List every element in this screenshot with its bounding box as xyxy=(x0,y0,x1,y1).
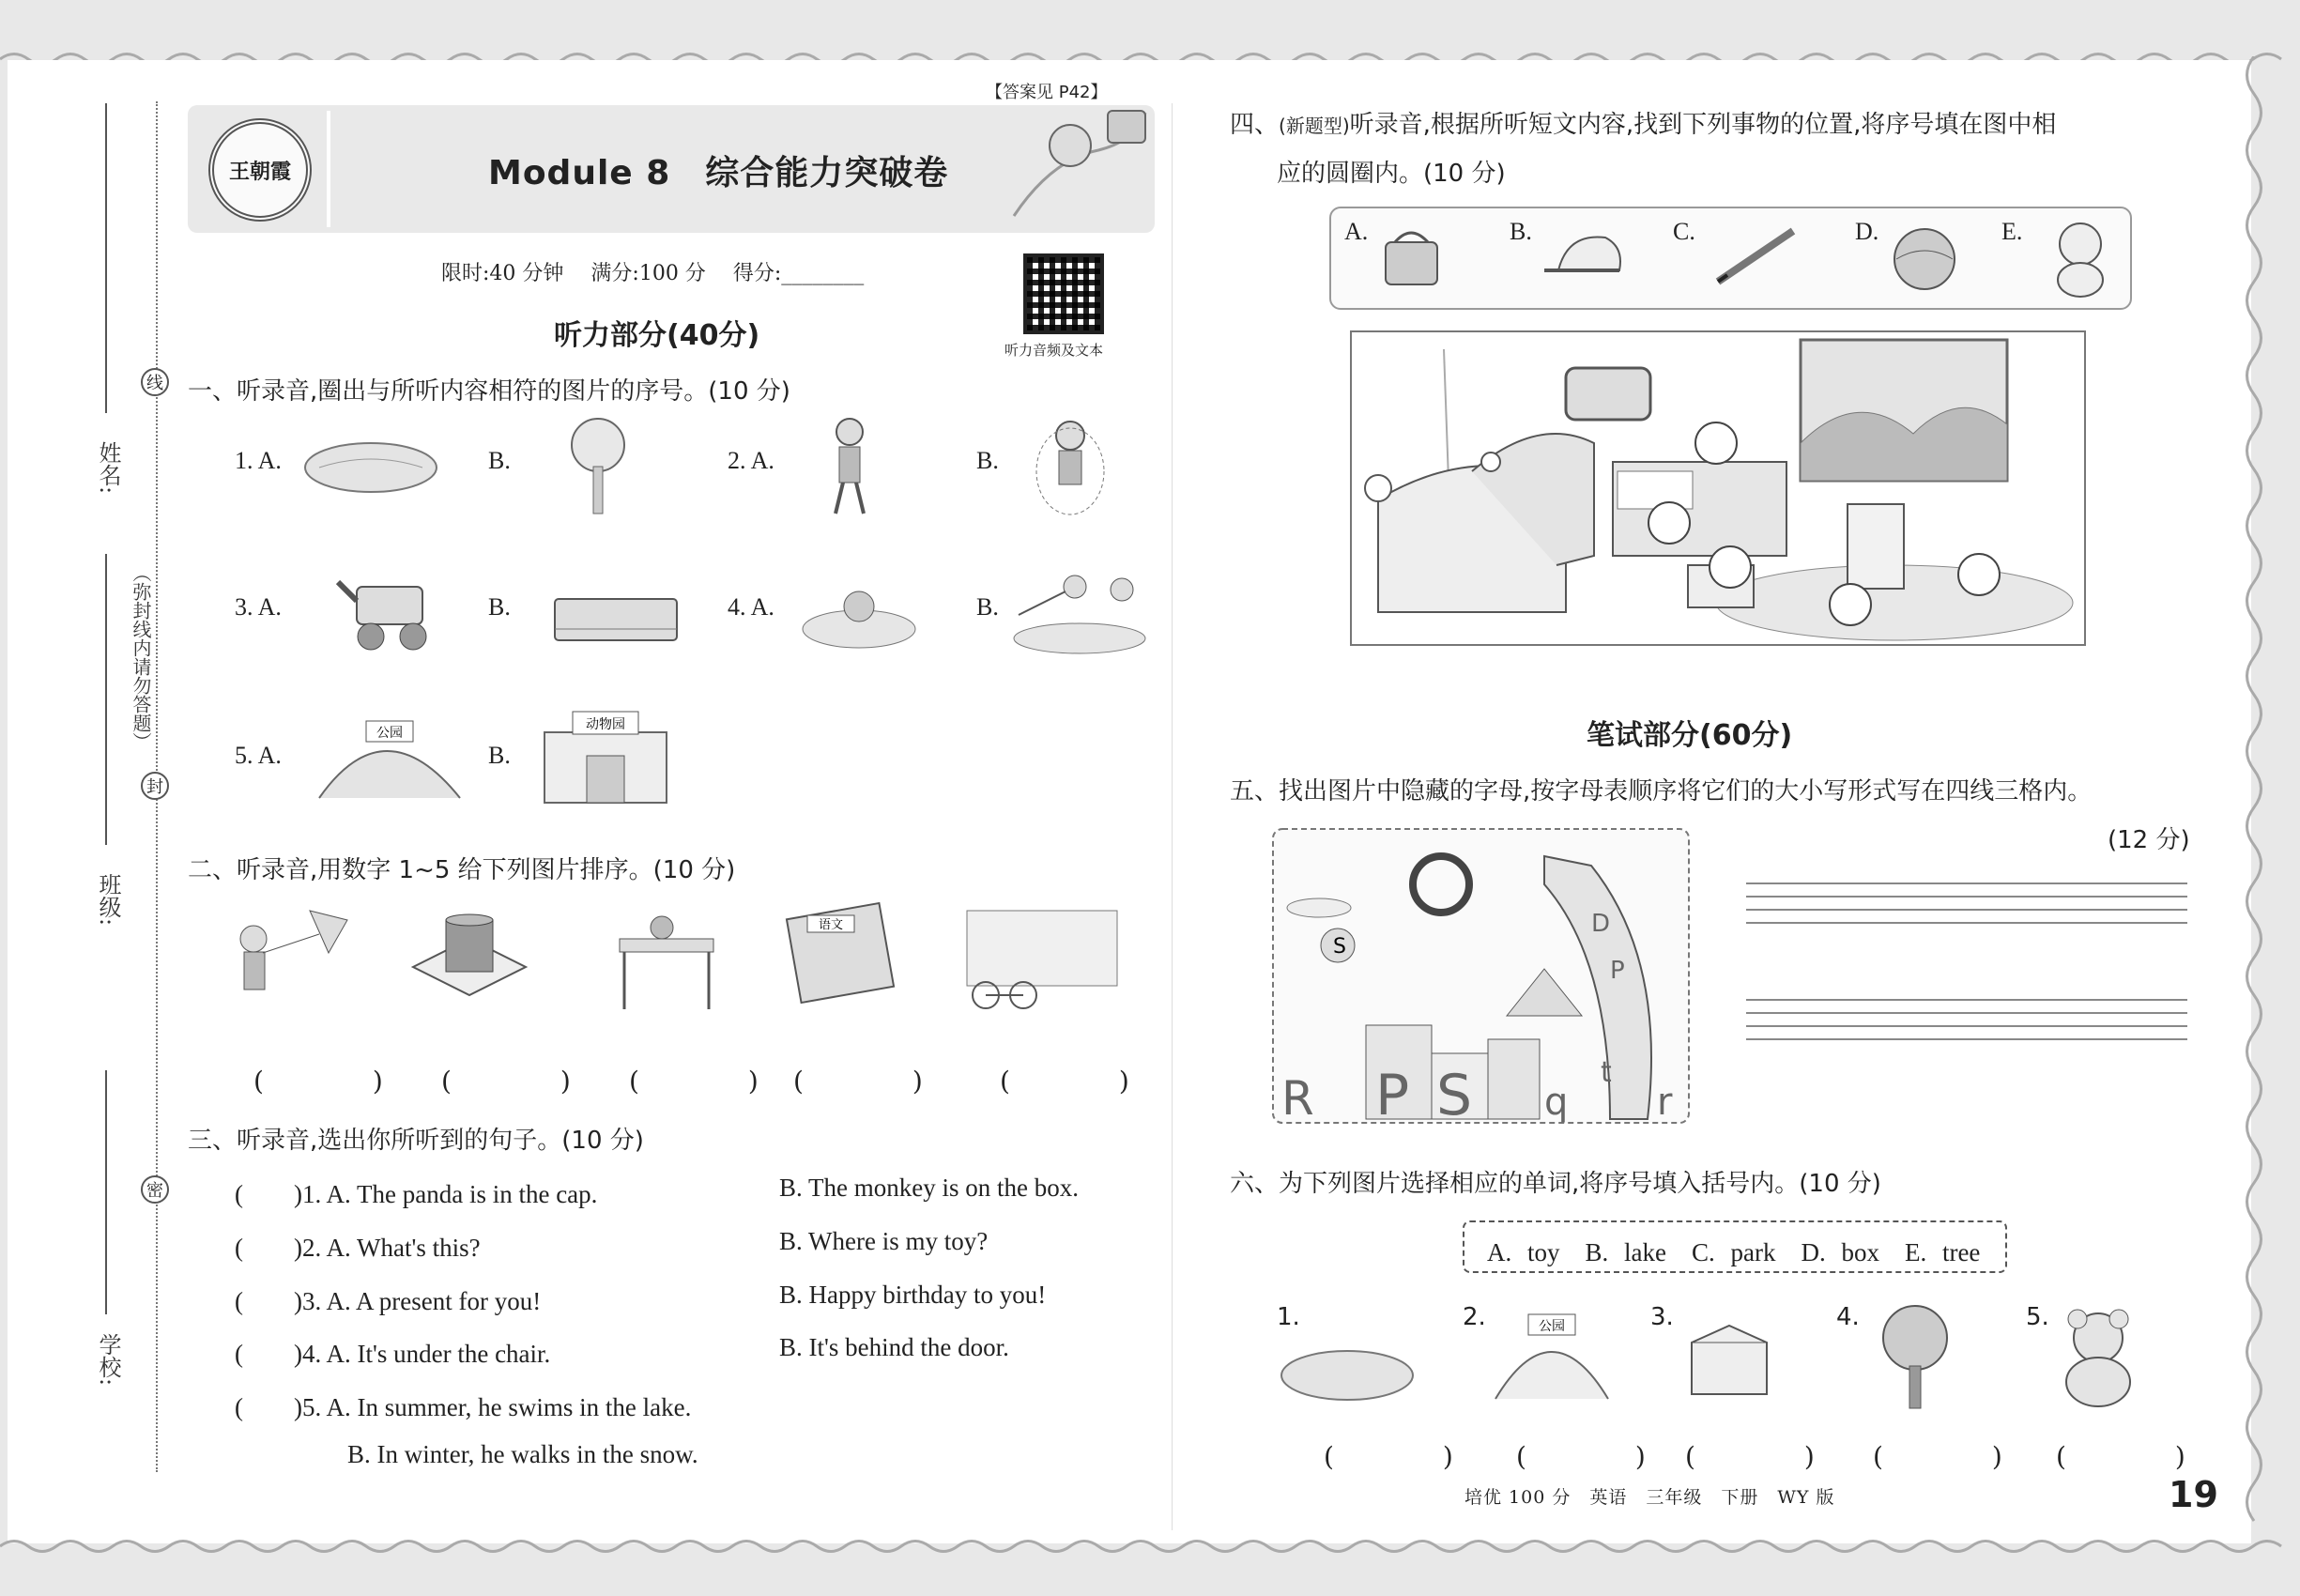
toy-dog-icon[interactable] xyxy=(2043,216,2118,300)
q6-answer-5[interactable]: ( ) xyxy=(2056,1441,2227,1472)
q6-answer-4[interactable]: ( ) xyxy=(1873,1441,2044,1472)
q2-answer-3[interactable]: ( ) xyxy=(629,1066,800,1097)
q4-option-c-label: C. xyxy=(1673,218,1695,245)
q4-option-a-label: A. xyxy=(1344,218,1369,245)
answer-circle-5 xyxy=(1958,554,2000,595)
class-label: 班级: xyxy=(95,873,121,927)
svg-text:公园: 公园 xyxy=(1539,1319,1565,1334)
q1-3-a-label: 3. A. xyxy=(235,593,282,621)
q1-1-b-label: B. xyxy=(488,447,511,474)
four-line-grid-1[interactable] xyxy=(1746,871,2187,924)
lake-icon[interactable] xyxy=(300,432,441,498)
q2-heading: 二、听录音,用数字 1~5 给下列图片排序。(10 分) xyxy=(188,856,736,884)
score-field: 得分:________ xyxy=(732,262,865,285)
answer-circle-2 xyxy=(1648,502,1690,544)
ball-icon[interactable] xyxy=(1887,223,1962,299)
svg-text:t: t xyxy=(1601,1056,1612,1089)
q2-answer-4[interactable]: ( ) xyxy=(793,1066,964,1097)
q1-2-b-label: B. xyxy=(976,447,999,474)
q6-answer-1[interactable]: ( ) xyxy=(1324,1441,1495,1472)
seal-mark-secret: 密 xyxy=(141,1175,169,1204)
q1-4-a-label: 4. A. xyxy=(728,593,774,621)
answer-circle-1 xyxy=(1695,422,1737,464)
seal-mark-seal: 封 xyxy=(141,772,169,800)
q6-tree-icon xyxy=(1868,1300,1962,1413)
q3-item-5-b: B. In winter, he walks in the snow. xyxy=(347,1440,698,1468)
tree-icon[interactable] xyxy=(565,415,631,518)
q3-item-4-a[interactable]: ( )4. A. It's under the chair. xyxy=(235,1340,551,1368)
answer-circle-4 xyxy=(1830,584,1871,625)
svg-text:D: D xyxy=(1591,910,1611,938)
zoo-gate-icon[interactable] xyxy=(516,704,695,807)
wavy-border-right xyxy=(2240,56,2268,1549)
q3-item-3-b: B. Happy birthday to you! xyxy=(779,1281,1047,1309)
q6-item-1-label: 1. xyxy=(1277,1303,1300,1331)
pencil-icon[interactable] xyxy=(1709,223,1802,289)
svg-text:公园: 公园 xyxy=(376,726,403,741)
q2-answer-1[interactable]: ( ) xyxy=(253,1066,424,1097)
q5-heading: 五、找出图片中隐藏的字母,按字母表顺序将它们的大小写形式写在四线三格内。 xyxy=(1230,777,2093,806)
q1-5-a-label: 5. A. xyxy=(235,742,282,769)
q6-box-icon xyxy=(1682,1314,1776,1408)
hidden-letters-picture xyxy=(1272,828,1690,1124)
svg-text:S: S xyxy=(1333,935,1346,959)
exam-meta: 限时:40 分钟 满分:100 分 得分:________ xyxy=(441,262,865,285)
q4-heading-line2: 应的圆圈内。(10 分) xyxy=(1277,160,1506,188)
q6-answer-2[interactable]: ( ) xyxy=(1516,1441,1687,1472)
seal-mark-line: 线 xyxy=(141,368,169,396)
q1-3-b-label: B. xyxy=(488,593,511,621)
banner-divider xyxy=(327,111,330,227)
svg-text:语文: 语文 xyxy=(818,918,844,932)
q2-answer-2[interactable]: ( ) xyxy=(441,1066,612,1097)
page-title: Module 8 综合能力突破卷 xyxy=(488,154,949,192)
q3-item-1-b: B. The monkey is on the box. xyxy=(779,1174,1079,1202)
q6-word-bank: A. toy B. lake C. park D. box E. tree xyxy=(1463,1220,2007,1273)
swimming-icon[interactable] xyxy=(798,563,920,657)
schoolbag-icon[interactable] xyxy=(1376,223,1451,289)
svg-text:R: R xyxy=(1281,1071,1314,1124)
hat-in-box-icon[interactable] xyxy=(404,901,535,1014)
q6-heading: 六、为下列图片选择相应的单词,将序号填入括号内。(10 分) xyxy=(1230,1170,1881,1198)
wavy-border-bottom xyxy=(0,1536,2300,1557)
q5-score: (12 分) xyxy=(2108,826,2190,854)
svg-text:P: P xyxy=(1610,957,1625,985)
qr-code[interactable] xyxy=(1023,253,1104,334)
class-underline[interactable] xyxy=(105,554,107,845)
q4-option-b-label: B. xyxy=(1510,218,1532,245)
listening-section-title: 听力部分(40分) xyxy=(554,319,760,352)
q6-item-3-label: 3. xyxy=(1650,1303,1674,1331)
toy-truck-icon[interactable] xyxy=(329,563,441,657)
q3-item-5-a[interactable]: ( )5. A. In summer, he swims in the lake. xyxy=(235,1393,692,1421)
room-with-bike-icon[interactable] xyxy=(948,901,1136,1014)
seal-note: （弥封线内请勿答题） xyxy=(130,563,152,751)
answer-circle-3 xyxy=(1710,546,1751,588)
qr-caption: 听力音频及文本 xyxy=(1004,342,1104,359)
four-line-grid-2[interactable] xyxy=(1746,988,2187,1040)
q3-item-3-a[interactable]: ( )3. A. A present for you! xyxy=(235,1287,542,1315)
writing-section-title: 笔试部分(60分) xyxy=(1587,719,1793,752)
q1-5-b-label: B. xyxy=(488,742,511,769)
book-with-bird-icon[interactable] xyxy=(779,901,911,1014)
q1-4-b-label: B. xyxy=(976,593,999,621)
brand-logo: 王朝霞 xyxy=(208,118,312,222)
q6-item-2-label: 2. xyxy=(1463,1303,1486,1331)
q6-item-5-label: 5. xyxy=(2026,1303,2049,1331)
q4-option-e-label: E. xyxy=(2001,218,2023,245)
q6-teddy-bear-icon xyxy=(2047,1305,2150,1408)
q3-item-2-a[interactable]: ( )2. A. What's this? xyxy=(235,1234,481,1262)
answer-reference: 【答案见 P42】 xyxy=(986,83,1108,102)
svg-text:动物园: 动物园 xyxy=(586,717,625,732)
q3-item-1-a[interactable]: ( )1. A. The panda is in the cap. xyxy=(235,1180,598,1208)
bedroom-scene xyxy=(1350,330,2086,646)
q3-item-4-b: B. It's behind the door. xyxy=(779,1333,1009,1361)
column-divider xyxy=(1172,103,1173,1530)
q3-item-2-b: B. Where is my toy? xyxy=(779,1227,989,1255)
q6-item-4-label: 4. xyxy=(1836,1303,1860,1331)
q3-heading: 三、听录音,选出你所听到的句子。(10 分) xyxy=(188,1127,644,1155)
q1-2-a-label: 2. A. xyxy=(728,447,774,474)
name-underline[interactable] xyxy=(105,103,107,413)
book-icon[interactable] xyxy=(550,591,682,648)
svg-text:S: S xyxy=(1436,1063,1473,1124)
kite-boy-icon[interactable] xyxy=(225,901,357,1014)
q6-lake-icon xyxy=(1277,1324,1418,1408)
svg-text:q: q xyxy=(1544,1081,1569,1124)
q2-answer-5[interactable]: ( ) xyxy=(1000,1066,1171,1097)
walking-boy-icon[interactable] xyxy=(826,415,873,518)
q6-park-gate-icon xyxy=(1481,1296,1622,1408)
page-number: 19 xyxy=(2169,1474,2218,1515)
apple-on-desk-icon[interactable] xyxy=(610,901,723,1014)
jump-rope-girl-icon[interactable] xyxy=(1033,415,1108,518)
q4-heading-line1: 四、(新题型)听录音,根据所听短文内容,找到下列事物的位置,将序号填在图中相 xyxy=(1230,111,2057,139)
svg-text:r: r xyxy=(1657,1081,1673,1124)
mascot-illustration xyxy=(995,103,1155,225)
school-underline[interactable] xyxy=(105,1070,107,1314)
school-label: 学校: xyxy=(95,1333,121,1387)
name-label: 姓名: xyxy=(95,441,121,495)
q4-option-d-label: D. xyxy=(1855,218,1879,245)
svg-text:P: P xyxy=(1375,1063,1410,1124)
fishing-kids-icon[interactable] xyxy=(1009,563,1150,657)
q1-1-a-label: 1. A. xyxy=(235,447,282,474)
q6-answer-3[interactable]: ( ) xyxy=(1685,1441,1856,1472)
cap-icon[interactable] xyxy=(1540,223,1633,289)
park-gate-icon[interactable] xyxy=(300,704,469,807)
book-footer: 培优 100 分 英语 三年级 下册 WY 版 xyxy=(1464,1487,1835,1508)
q1-heading: 一、听录音,圈出与所听内容相符的图片的序号。(10 分) xyxy=(188,377,790,406)
